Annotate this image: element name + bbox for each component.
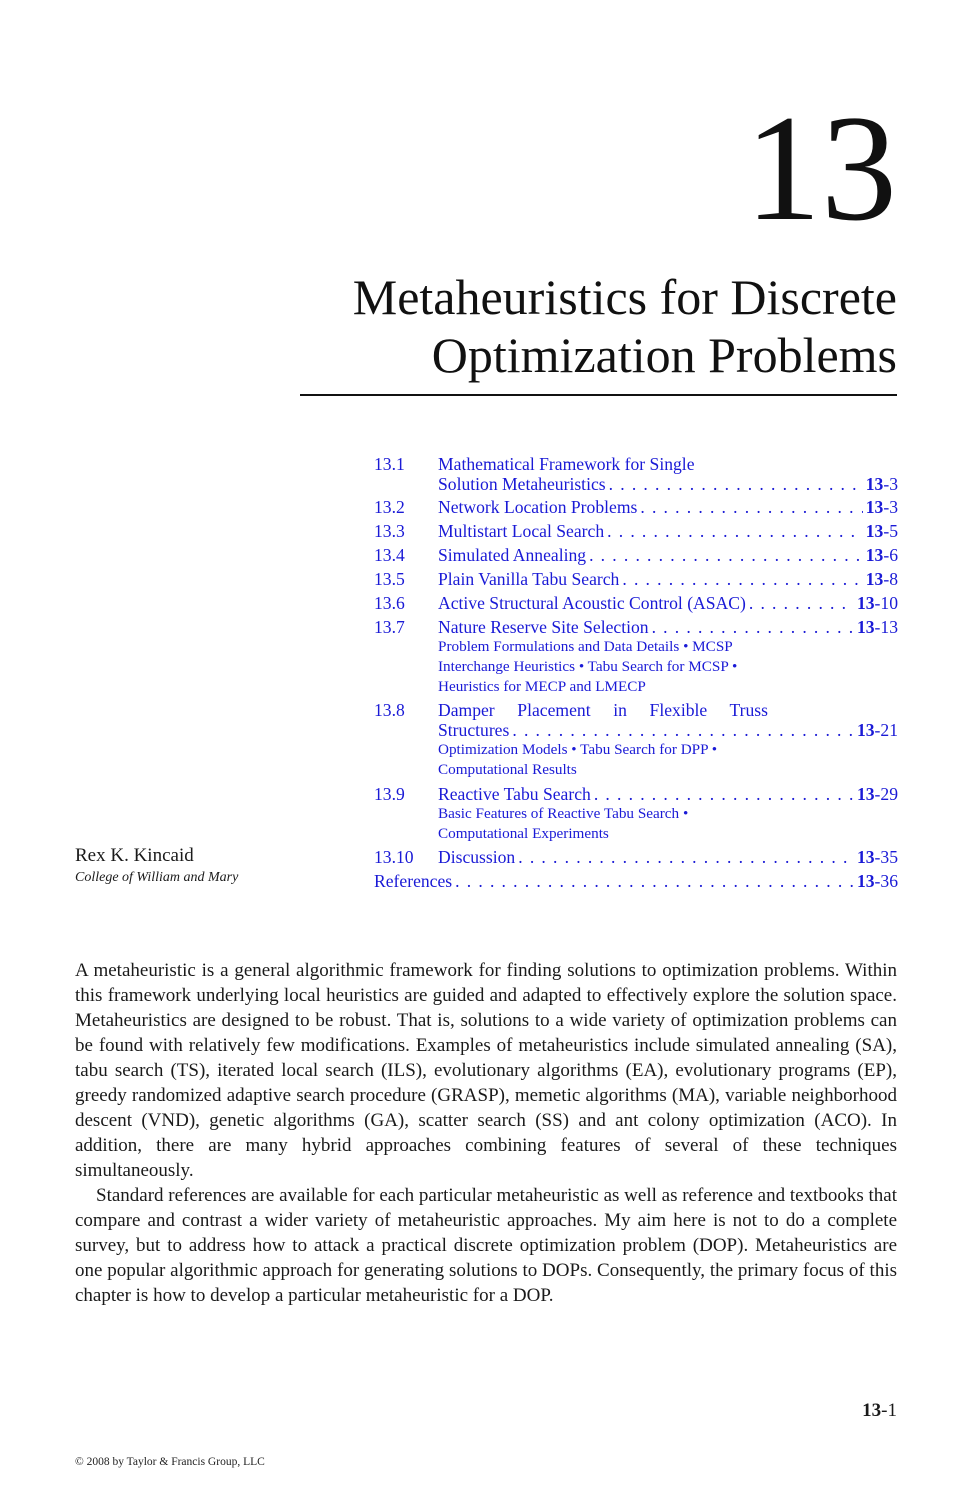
toc-entry-number: 13.2 — [374, 497, 405, 518]
author-affiliation: College of William and Mary — [75, 870, 239, 885]
toc-entry-references[interactable] — [374, 872, 898, 892]
copyright-notice: © 2008 by Taylor & Francis Group, LLC — [75, 1456, 265, 1468]
author-block — [75, 845, 238, 886]
toc-entry-number: 13.5 — [374, 569, 405, 590]
body-paragraph: A metaheuristic is a general algorithmic framework for finding solutions to optimization problems. Within this framework underlying local heuristics are guided and adapted to effectively explore the solution space. Metaheuristics are designed to be robust. That is, solutions to a wide variety of optimization problems can be found with relatively few modifications. Examples of metaheuristics include simulated annealing (SA), tabu search (TS), iterated local search (ILS), evolutionary algorithms (EA), evolutionary programs (EP), greedy randomized adaptive search procedure (GRASP), memetic algorithms (MA), variable neighborhood descent (VND), genetic algorithms (GA), scatter search (SS) and ant colony optimization (ACO). In addition, there are many hybrid approaches combining features of several of these techniques simultaneously. — [75, 960, 897, 1181]
toc-entry-page: 13-10 — [856, 592, 898, 613]
toc-entry-13-10[interactable] — [374, 848, 898, 868]
toc-entry-title: Multistart Local Search — [438, 521, 605, 542]
toc-leader-dots — [518, 848, 854, 868]
toc-entry-title: Discussion — [438, 847, 516, 868]
toc-leader-dots — [640, 498, 862, 518]
toc-entry-13-5[interactable] — [374, 570, 898, 590]
toc-entry-13-7[interactable] — [374, 618, 898, 697]
toc-subsection-list — [438, 637, 898, 697]
toc-entry-page: 13-36 — [856, 871, 898, 892]
toc-leader-dots — [609, 475, 863, 495]
toc-entry-page: 13-3 — [865, 497, 898, 518]
toc-leader-dots — [589, 546, 863, 566]
page-number: 13-1 — [862, 1400, 897, 1421]
toc-leader-dots — [607, 522, 863, 542]
toc-entry-page: 13-5 — [865, 521, 898, 542]
toc-entry-title-line: Mathematical Framework for Single — [438, 454, 695, 474]
body-text — [75, 958, 897, 1308]
toc-subsection-line[interactable]: Problem Formulations and Data Details • MCSP — [438, 638, 733, 656]
toc-entry-number: 13.7 — [374, 616, 405, 637]
toc-entry-title: Reactive Tabu Search — [438, 783, 591, 804]
toc-subsection-line[interactable]: Heuristics for MECP and LMECP — [438, 678, 646, 696]
toc-entry-number: 13.10 — [374, 847, 414, 868]
chapter-title — [257, 268, 897, 384]
toc-entry-title: Plain Vanilla Tabu Search — [438, 569, 620, 590]
toc-entry-title: Nature Reserve Site Selection — [438, 616, 649, 637]
toc-leader-dots — [512, 721, 854, 741]
toc-subsection-list — [438, 740, 898, 780]
toc-subsection-line[interactable]: Basic Features of Reactive Tabu Search • — [438, 805, 689, 823]
chapter-title-line-2: Optimization Problems — [431, 327, 897, 383]
toc-subsection-line[interactable]: Interchange Heuristics • Tabu Search for MCSP • — [438, 658, 738, 676]
toc-leader-dots — [455, 872, 854, 892]
toc-entry-number: 13.6 — [374, 592, 405, 613]
chapter-number: 13 — [745, 84, 897, 252]
toc-entry-page: 13-13 — [856, 616, 898, 637]
toc-entry-page: 13-8 — [865, 569, 898, 590]
toc-entry-page: 13-21 — [856, 719, 898, 740]
toc-subsection-list — [438, 804, 898, 844]
toc-entry-title: Simulated Annealing — [438, 545, 587, 566]
toc-entry-number: 13.3 — [374, 521, 405, 542]
toc-subsection-line[interactable]: Computational Results — [438, 761, 577, 779]
toc-leader-dots — [652, 618, 854, 638]
toc-entry-number: 13.8 — [374, 700, 405, 721]
toc-entry-13-6[interactable] — [374, 594, 898, 614]
toc-entry-number: 13.9 — [374, 783, 405, 804]
toc-entry-number: 13.4 — [374, 545, 405, 566]
toc-subsection-line[interactable]: Optimization Models • Tabu Search for DPP • — [438, 741, 718, 759]
table-of-contents — [374, 455, 898, 892]
toc-entry-page: 13-29 — [856, 783, 898, 804]
toc-entry-13-3[interactable] — [374, 522, 898, 542]
toc-entry-13-4[interactable] — [374, 546, 898, 566]
chapter-title-line-1: Metaheuristics for Discrete — [352, 269, 897, 325]
toc-leader-dots — [594, 785, 854, 805]
toc-leader-dots — [749, 594, 854, 614]
author-name: Rex K. Kincaid — [75, 845, 194, 866]
toc-entry-number: 13.1 — [374, 454, 405, 474]
toc-entry-13-2[interactable] — [374, 498, 898, 518]
toc-entry-13-9[interactable] — [374, 785, 898, 844]
body-paragraph: Standard references are available for each particular metaheuristic as well as reference and textbooks that compare and contrast a wider variety of metaheuristic approaches. My aim here is not to do a complete survey, but to address how to attack a practical discrete optimization problem (DOP). Metaheuristics are one popular algorithmic approach for generating solutions to DOPs. Consequently, the primary focus of this chapter is how to develop a particular metaheuristic for a DOP. — [75, 1185, 897, 1306]
toc-entry-13-8[interactable] — [374, 701, 898, 780]
toc-entry-title-line: Damper Placement in Flexible Truss — [438, 700, 768, 721]
title-rule — [300, 394, 897, 396]
toc-entry-title: Structures — [438, 719, 510, 740]
toc-entry-title: Network Location Problems — [438, 497, 638, 518]
toc-entry-page: 13-3 — [865, 473, 898, 494]
toc-entry-page: 13-35 — [856, 847, 898, 868]
toc-entry-title: Solution Metaheuristics — [438, 473, 606, 494]
toc-entry-13-1[interactable] — [374, 455, 898, 494]
toc-entry-title: Active Structural Acoustic Control (ASAC) — [438, 592, 746, 613]
toc-subsection-line[interactable]: Computational Experiments — [438, 825, 609, 843]
toc-leader-dots — [622, 570, 862, 590]
toc-entry-page: 13-6 — [865, 545, 898, 566]
toc-entry-title: References — [374, 871, 453, 892]
